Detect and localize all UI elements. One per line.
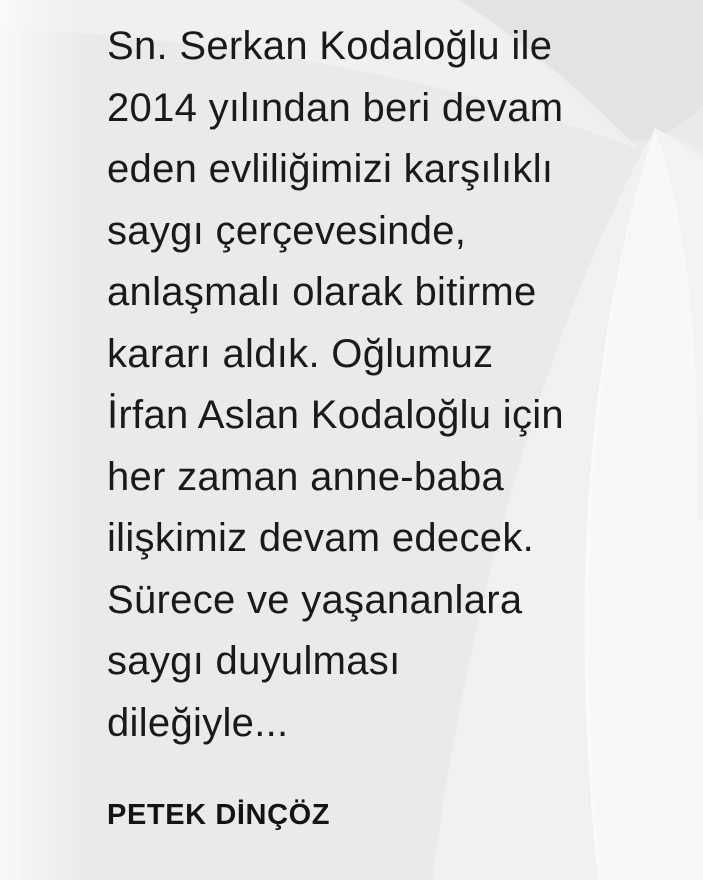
statement-line: her zaman anne-baba [107, 454, 505, 499]
statement-line: saygı çerçevesinde, [107, 208, 467, 253]
statement-line: İrfan Aslan Kodaloğlu için [107, 393, 564, 437]
statement-line: Sürece ve yaşananlara [107, 577, 523, 622]
statement-line: saygı duyulması [107, 639, 401, 683]
statement-line: dileğiyle... [107, 700, 289, 745]
statement-paragraph [107, 16, 663, 754]
statement-line: 2014 yılından beri devam [107, 85, 564, 130]
statement-line: ilişkimiz devam edecek. [107, 516, 535, 560]
statement-line: Sn. Serkan Kodaloğlu ile [107, 24, 553, 68]
statement-line: kararı aldık. Oğlumuz [107, 331, 494, 376]
signature-name: PETEK DİNÇÖZ [107, 799, 331, 831]
statement-line: anlaşmalı olarak bitirme [107, 270, 537, 314]
statement-line: eden evliliğimizi karşılıklı [107, 147, 554, 191]
